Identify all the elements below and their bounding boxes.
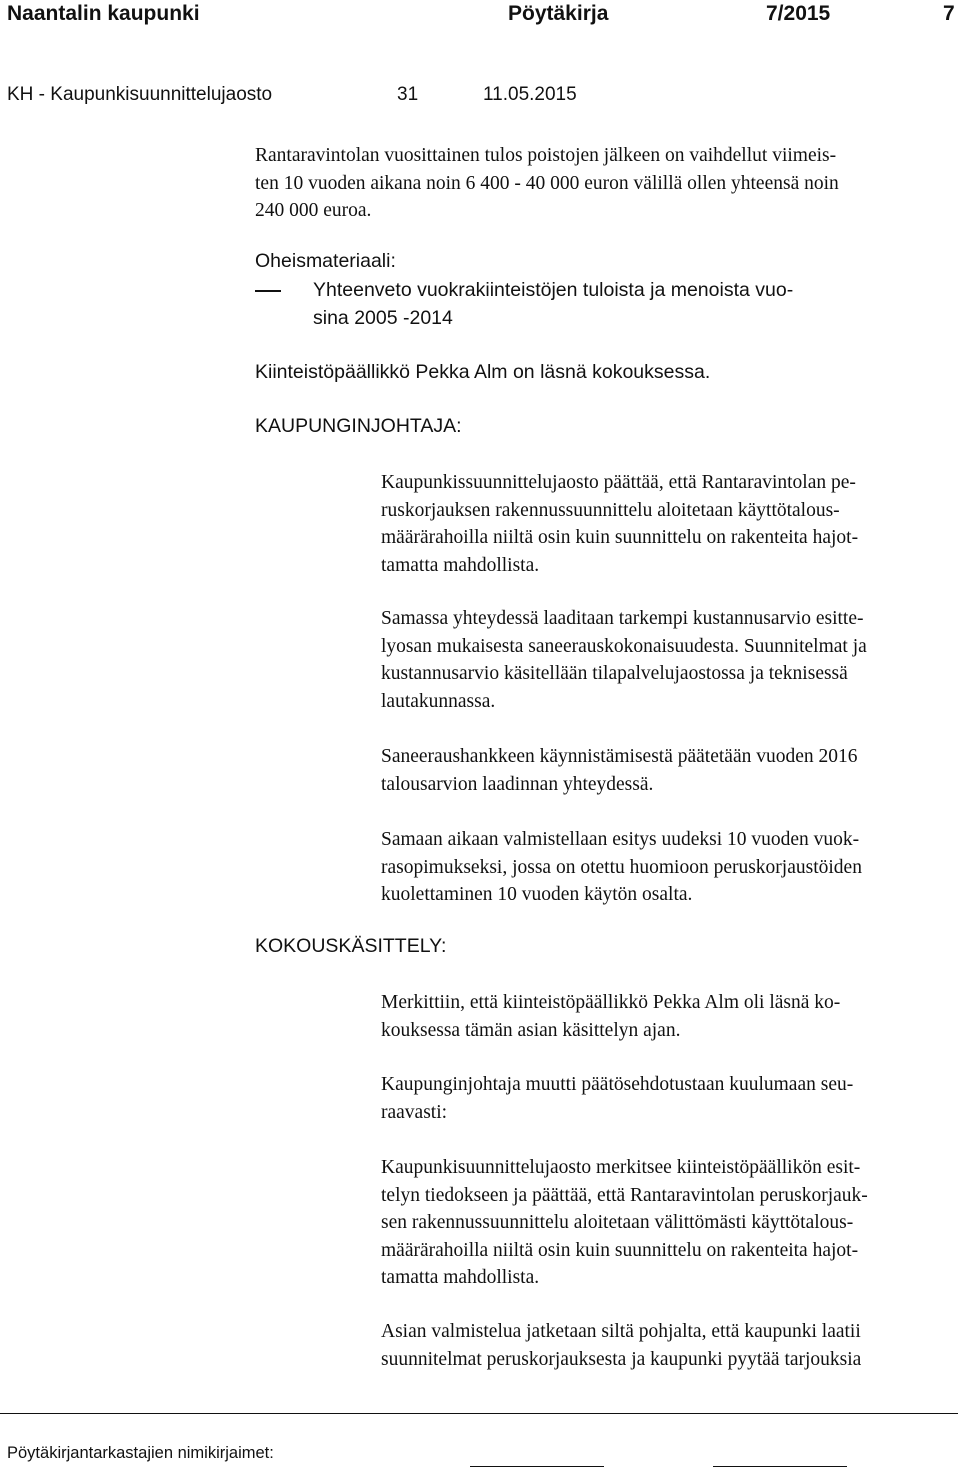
document-type: Pöytäkirja — [508, 2, 609, 25]
text-line: määrärahoilla niiltä osin kuin suunnittelu on rakenteita hajot- — [381, 1239, 859, 1261]
page-number: 7 — [943, 2, 955, 25]
text-line: kouksessa tämän asian käsittelyn ajan. — [381, 1019, 681, 1041]
intro-paragraph — [255, 142, 839, 225]
text-line: rasopimukseksi, jossa on otettu huomioon peruskorjaustöiden — [381, 856, 862, 878]
footer-divider — [0, 1413, 958, 1414]
text-line: Yhteenveto vuokrakiinteistöjen tuloista ja menoista vuo- — [313, 279, 794, 301]
handling-paragraph-1 — [381, 989, 840, 1044]
text-line: Kaupunginjohtaja muutti päätösehdotustaan kuulumaan seu- — [381, 1074, 854, 1095]
text-line: Kaupunkissuunnittelujaosto päättää, että Rantaravintolan pe- — [381, 472, 856, 493]
attachment-item — [313, 276, 793, 332]
text-line: määrärahoilla niiltä osin kuin suunnittelu on rakenteita hajot- — [381, 527, 859, 548]
handling-paragraph-4 — [381, 1318, 861, 1373]
text-line: tamatta mahdollista. — [381, 554, 540, 576]
meeting-date: 11.05.2015 — [483, 84, 577, 105]
text-line: Samassa yhteydessä laaditaan tarkempi kustannusarvio esitte- — [381, 608, 864, 629]
section-number: 31 — [397, 84, 419, 105]
mayor-paragraph-3 — [381, 743, 858, 798]
text-line: ruskorjauksen rakennussuunnittelu aloitetaan käyttötalous- — [381, 499, 840, 521]
mayor-paragraph-1 — [381, 469, 858, 579]
text-line: Rantaravintolan vuosittainen tulos poistojen jälkeen on vaihdellut viimeis- — [255, 145, 837, 166]
text-line: kuolettaminen 10 vuoden käytön osalta. — [381, 884, 693, 905]
text-line: tamatta mahdollista. — [381, 1267, 540, 1288]
text-line: Asian valmistelua jatketaan siltä pohjalta, että kaupunki laatii — [381, 1321, 861, 1342]
signature-line-1[interactable] — [470, 1466, 604, 1467]
signature-label: Pöytäkirjantarkastajien nimikirjaimet: — [7, 1444, 274, 1462]
mayor-label: KAUPUNGINJOHTAJA: — [255, 415, 462, 437]
dash-bullet-icon — [255, 290, 281, 292]
text-line: raavasti: — [381, 1101, 448, 1123]
text-line: Samaan aikaan valmistellaan esitys uudeksi 10 vuoden vuok- — [381, 829, 860, 850]
text-line: sina 2005 -2014 — [313, 307, 453, 329]
text-line: 240 000 euroa. — [255, 200, 372, 221]
text-line: telyn tiedokseen ja päättää, että Rantaravintolan peruskorjauk- — [381, 1184, 868, 1206]
meeting-body: KH - Kaupunkisuunnittelujaosto — [7, 84, 273, 105]
text-line: sen rakennussuunnittelu aloitetaan välittömästi käyttötalous- — [381, 1212, 854, 1233]
signature-line-2[interactable] — [713, 1466, 847, 1467]
text-line: suunnitelmat peruskorjauksesta ja kaupunki pyytää tarjouksia — [381, 1348, 862, 1370]
handling-paragraph-3 — [381, 1154, 868, 1292]
text-line: ten 10 vuoden aikana noin 6 400 - 40 000 euron välillä ollen yhteensä noin — [255, 172, 839, 194]
text-line: lyosan mukaisesta saneerauskokonaisuudesta. Suunnitelmat ja — [381, 635, 867, 657]
text-line: Merkittiin, että kiinteistöpäällikkö Pekka Alm oli läsnä ko- — [381, 992, 841, 1013]
text-line: Saneeraushankkeen käynnistämisestä päätetään vuoden 2016 — [381, 746, 858, 767]
presence-note: Kiinteistöpäällikkö Pekka Alm on läsnä kokouksessa. — [255, 361, 711, 383]
text-line: talousarvion laadinnan yhteydessä. — [381, 773, 654, 795]
mayor-paragraph-2 — [381, 605, 867, 715]
mayor-paragraph-4 — [381, 826, 862, 909]
text-line: Kaupunkisuunnittelujaosto merkitsee kiinteistöpäällikön esit- — [381, 1157, 861, 1178]
document-number: 7/2015 — [766, 2, 831, 25]
text-line: lautakunnassa. — [381, 690, 496, 712]
municipality-name: Naantalin kaupunki — [7, 2, 200, 25]
attachments-label: Oheismateriaali: — [255, 250, 396, 272]
text-line: kustannusarvio käsitellään tilapalvelujaostossa ja teknisessä — [381, 663, 848, 684]
handling-paragraph-2 — [381, 1071, 853, 1126]
meeting-handling-label: KOKOUSKÄSITTELY: — [255, 935, 447, 957]
